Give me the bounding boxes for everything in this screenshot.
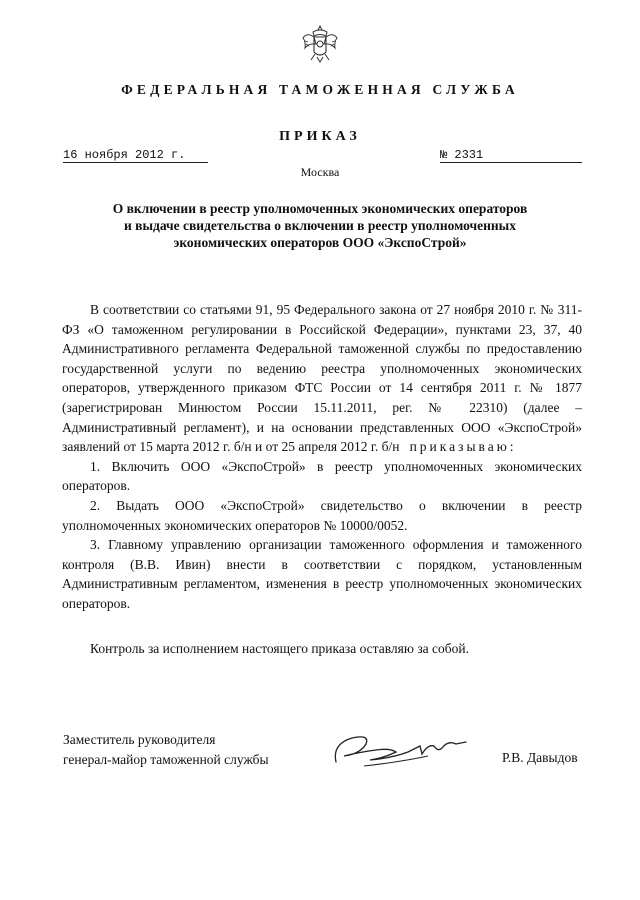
- order-body: [62, 300, 582, 658]
- preamble-text: В соответствии со статьями 91, 95 Федерального закона от 27 ноября 2010 г. № 311-ФЗ «О таможенном регулировании в Российской Федерации», пунктами 23, 37, 40 Административного регламента Федеральной таможенной службы по предоставлению государственной услуги по ведению реестра уполномоченных экономических операторов, утвержденного приказом ФТС России от 14 сентября 2011 г. № 1877 (зарегистрирован Минюстом России 15.11.2011, рег. № 22310) (далее – Административный регламент), и на основании представленных ООО «ЭкспоСтрой» заявлений от 15 марта 2012 г. б/н и от 25 апреля 2012 г. б/н: [62, 302, 582, 455]
- coat-of-arms-icon: [299, 22, 341, 66]
- preamble-paragraph: [62, 300, 582, 457]
- agency-name: ФЕДЕРАЛЬНАЯ ТАМОЖЕННАЯ СЛУЖБА: [121, 82, 519, 97]
- control-paragraph: Контроль за исполнением настоящего приказа оставляю за собой.: [90, 640, 469, 656]
- order-word: приказываю:: [409, 439, 517, 455]
- subject-line: и выдаче свидетельства о включении в реестр уполномоченных: [124, 218, 516, 233]
- position-line: Заместитель руководителя: [63, 732, 216, 747]
- signatory-position: [63, 730, 269, 770]
- order-date: 16 ноября 2012 г.: [63, 148, 208, 163]
- order-number: № 2331: [440, 148, 582, 163]
- order-item-2: 2. Выдать ООО «ЭкспоСтрой» свидетельство о включении в реестр уполномоченных экономических операторов № 10000/0052.: [62, 497, 582, 533]
- order-subject: [80, 200, 560, 251]
- position-line: генерал-майор таможенной службы: [63, 752, 269, 767]
- order-item-1: 1. Включить ООО «ЭкспоСтрой» в реестр уполномоченных экономических операторов.: [62, 458, 582, 494]
- handwritten-signature: [330, 722, 470, 774]
- order-city: Москва: [300, 165, 340, 179]
- subject-line: О включении в реестр уполномоченных экономических операторов: [112, 201, 528, 216]
- order-item-3: 3. Главному управлению организации таможенного оформления и таможенного контроля (В.В. Ивин) внести в соответствии с порядком, установленным Административным регламентом, изменения в реестр уполномоченных экономических операторов.: [62, 537, 582, 611]
- signatory-name: Р.В. Давыдов: [502, 750, 578, 765]
- document-type: ПРИКАЗ: [279, 129, 361, 144]
- subject-line: экономических операторов ООО «ЭкспоСтрой»: [173, 235, 467, 250]
